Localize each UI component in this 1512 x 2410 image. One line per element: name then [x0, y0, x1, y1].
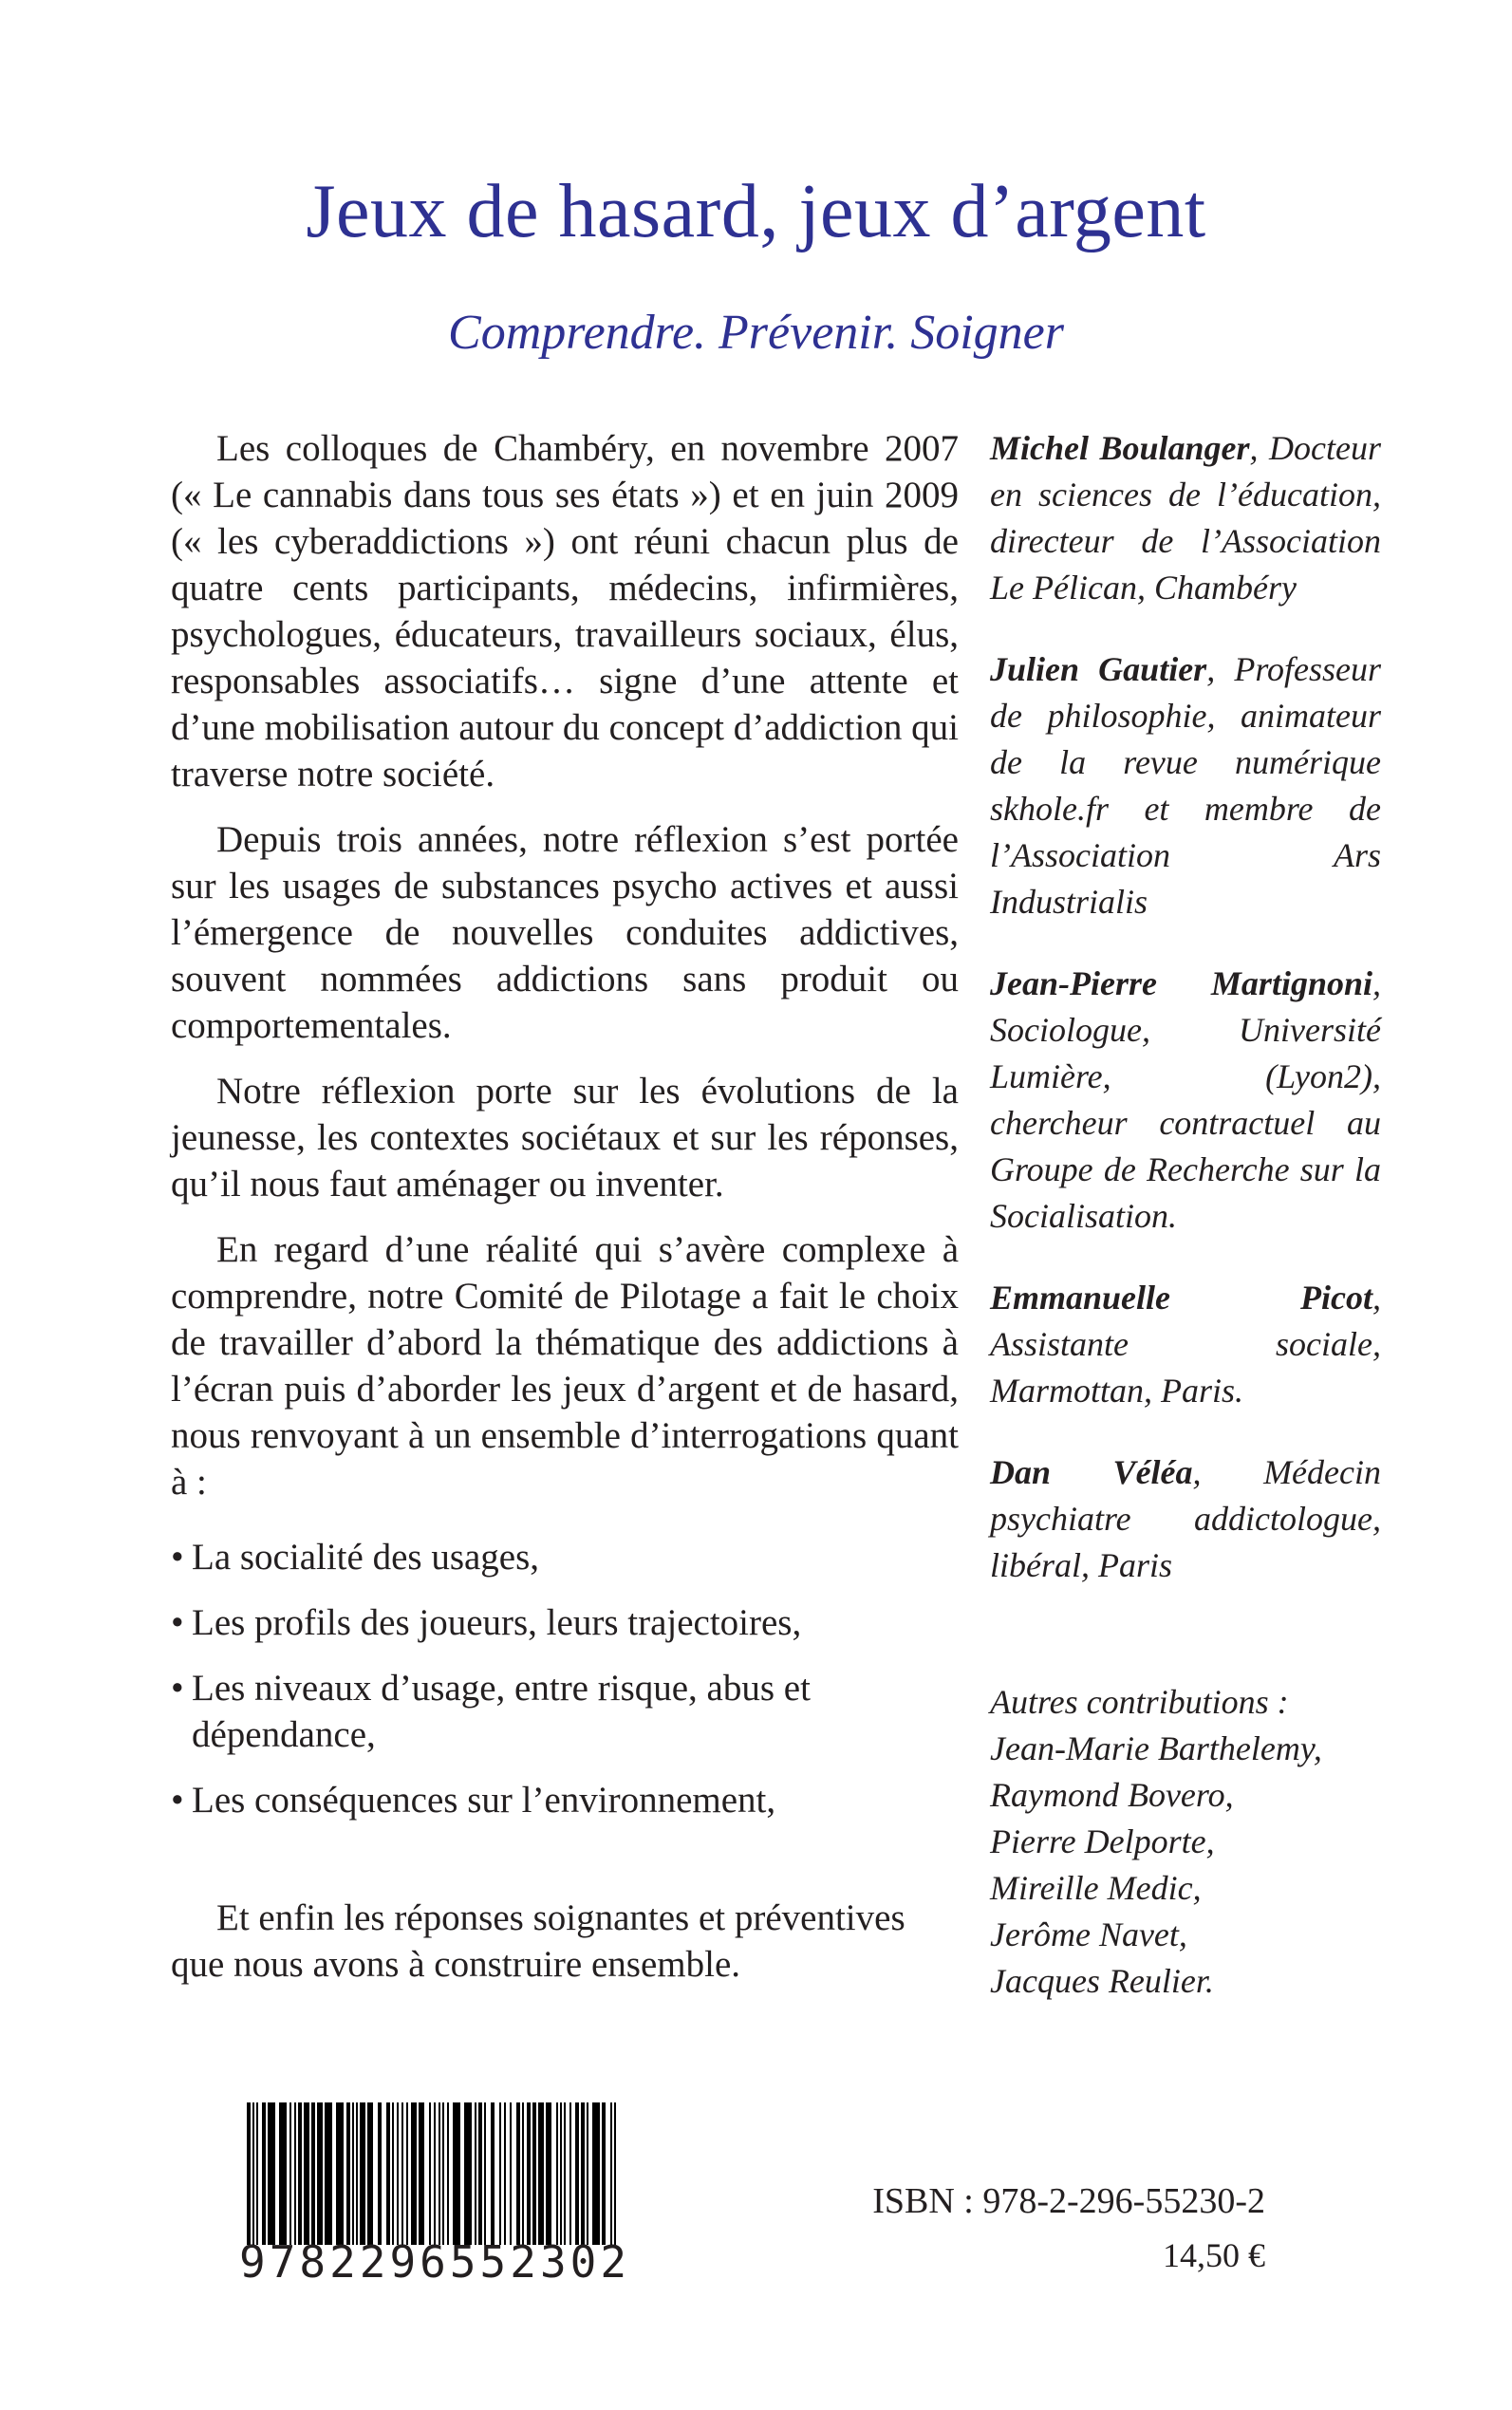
- interrogations-list: [171, 1534, 959, 1823]
- author-name: Emmanuelle Picot: [990, 1279, 1372, 1317]
- contributor-name: Raymond Bovero,: [990, 1776, 1234, 1814]
- list-item: • Les profils des joueurs, leurs trajectoires,: [171, 1599, 959, 1646]
- price: 14,50 €: [1163, 2236, 1265, 2274]
- paragraph-4: En regard d’une réalité qui s’avère complexe à comprendre, notre Comité de Pilotage a fait le choix de travailler d’abord la thématique des addictions à l’écran puis d’aborder les jeux d’argent et de hasard, nous renvoyant à un ensemble d’interrogations quant à :: [171, 1229, 959, 1503]
- back-cover-text: [171, 425, 959, 1988]
- author-description: Professeur de philosophie, animateur de la revue numérique skhole.fr et membre de l’Association Ars Industrialis: [990, 650, 1381, 921]
- contributor-name: Jacques Reulier.: [990, 1962, 1214, 2000]
- other-contributions: [990, 1679, 1381, 2005]
- other-contributions-label: Autres contributions :: [990, 1683, 1289, 1721]
- contributor-name: Mireille Medic,: [990, 1869, 1202, 1907]
- author-entry: Julien Gautier, Professeur de philosophie, animateur de la revue numérique skhole.fr et membre de l’Association Ars Industrialis: [990, 650, 1381, 921]
- author-entry: Michel Boulanger, Docteur en sciences de l’éducation, directeur de l’Association Le Pélican, Chambéry: [990, 429, 1381, 607]
- author-entry: Dan Véléa, Médecin psychiatre addictologue, libéral, Paris: [990, 1453, 1381, 1584]
- author-description: Sociologue, Université Lumière, (Lyon2), chercheur contractuel au Groupe de Recherche sur la Socialisation.: [990, 1011, 1381, 1235]
- contributor-name: Jerôme Navet,: [990, 1915, 1187, 1953]
- bullet-icon: •: [171, 1780, 184, 1821]
- book-subtitle: Comprendre. Prévenir. Soigner: [448, 306, 1064, 360]
- author-name: Michel Boulanger: [990, 429, 1250, 467]
- contributor-name: Jean-Marie Barthelemy,: [990, 1729, 1322, 1767]
- author-description: Médecin psychiatre addictologue, libéral, Paris: [990, 1453, 1381, 1584]
- bullet-icon: •: [171, 1537, 184, 1578]
- author-description: Docteur en sciences de l’éducation, directeur de l’Association Le Pélican, Chambéry: [990, 429, 1381, 607]
- paragraph-2: Depuis trois années, notre réflexion s’est portée sur les usages de substances psycho actives et aussi l’émergence de nouvelles conduites addictives, souvent nommées addictions sans produit ou comportementales.: [171, 819, 959, 1046]
- bullet-icon: •: [171, 1668, 184, 1709]
- list-item: • Les niveaux d’usage, entre risque, abus et dépendance,: [171, 1665, 959, 1758]
- author-name: Jean-Pierre Martignoni: [990, 964, 1372, 1002]
- list-item: • Les conséquences sur l’environnement,: [171, 1777, 959, 1823]
- contributor-name: Pierre Delporte,: [990, 1822, 1215, 1860]
- author-name: Dan Véléa: [990, 1453, 1193, 1491]
- bullet-icon: •: [171, 1602, 184, 1643]
- author-name: Julien Gautier: [990, 650, 1207, 688]
- book-title: Jeux de hasard, jeux d’argent: [306, 170, 1206, 253]
- author-description: Assistante sociale, Marmottan, Paris.: [990, 1325, 1381, 1410]
- author-entry: Emmanuelle Picot, Assistante sociale, Marmottan, Paris.: [990, 1279, 1381, 1410]
- closing-paragraph: Et enfin les réponses soignantes et préventives que nous avons à construire ensemble.: [171, 1897, 905, 1985]
- barcode-digits: 9782296552302: [239, 2236, 631, 2288]
- paragraph-3: Notre réflexion porte sur les évolutions de la jeunesse, les contextes sociétaux et sur les réponses, qu’il nous faut aménager ou inventer.: [171, 1071, 959, 1205]
- isbn: ISBN : 978-2-296-55230-2: [872, 2181, 1265, 2221]
- author-entry: Jean-Pierre Martignoni, Sociologue, Université Lumière, (Lyon2), chercheur contractuel au Groupe de Recherche sur la Socialisation.: [990, 964, 1381, 1235]
- barcode-icon: [247, 2102, 622, 2245]
- authors-column: [990, 425, 1381, 2005]
- list-item: • La socialité des usages,: [171, 1534, 959, 1580]
- paragraph-1: Les colloques de Chambéry, en novembre 2007 (« Le cannabis dans tous ses états ») et en juin 2009 (« les cyberaddictions ») ont réuni chacun plus de quatre cents participants, médecins, infirmières, psychologues, éducateurs, travailleurs sociaux, élus, responsables associatifs… signe d’une attente et d’une mobilisation autour du concept d’addiction qui traverse notre société.: [171, 428, 959, 794]
